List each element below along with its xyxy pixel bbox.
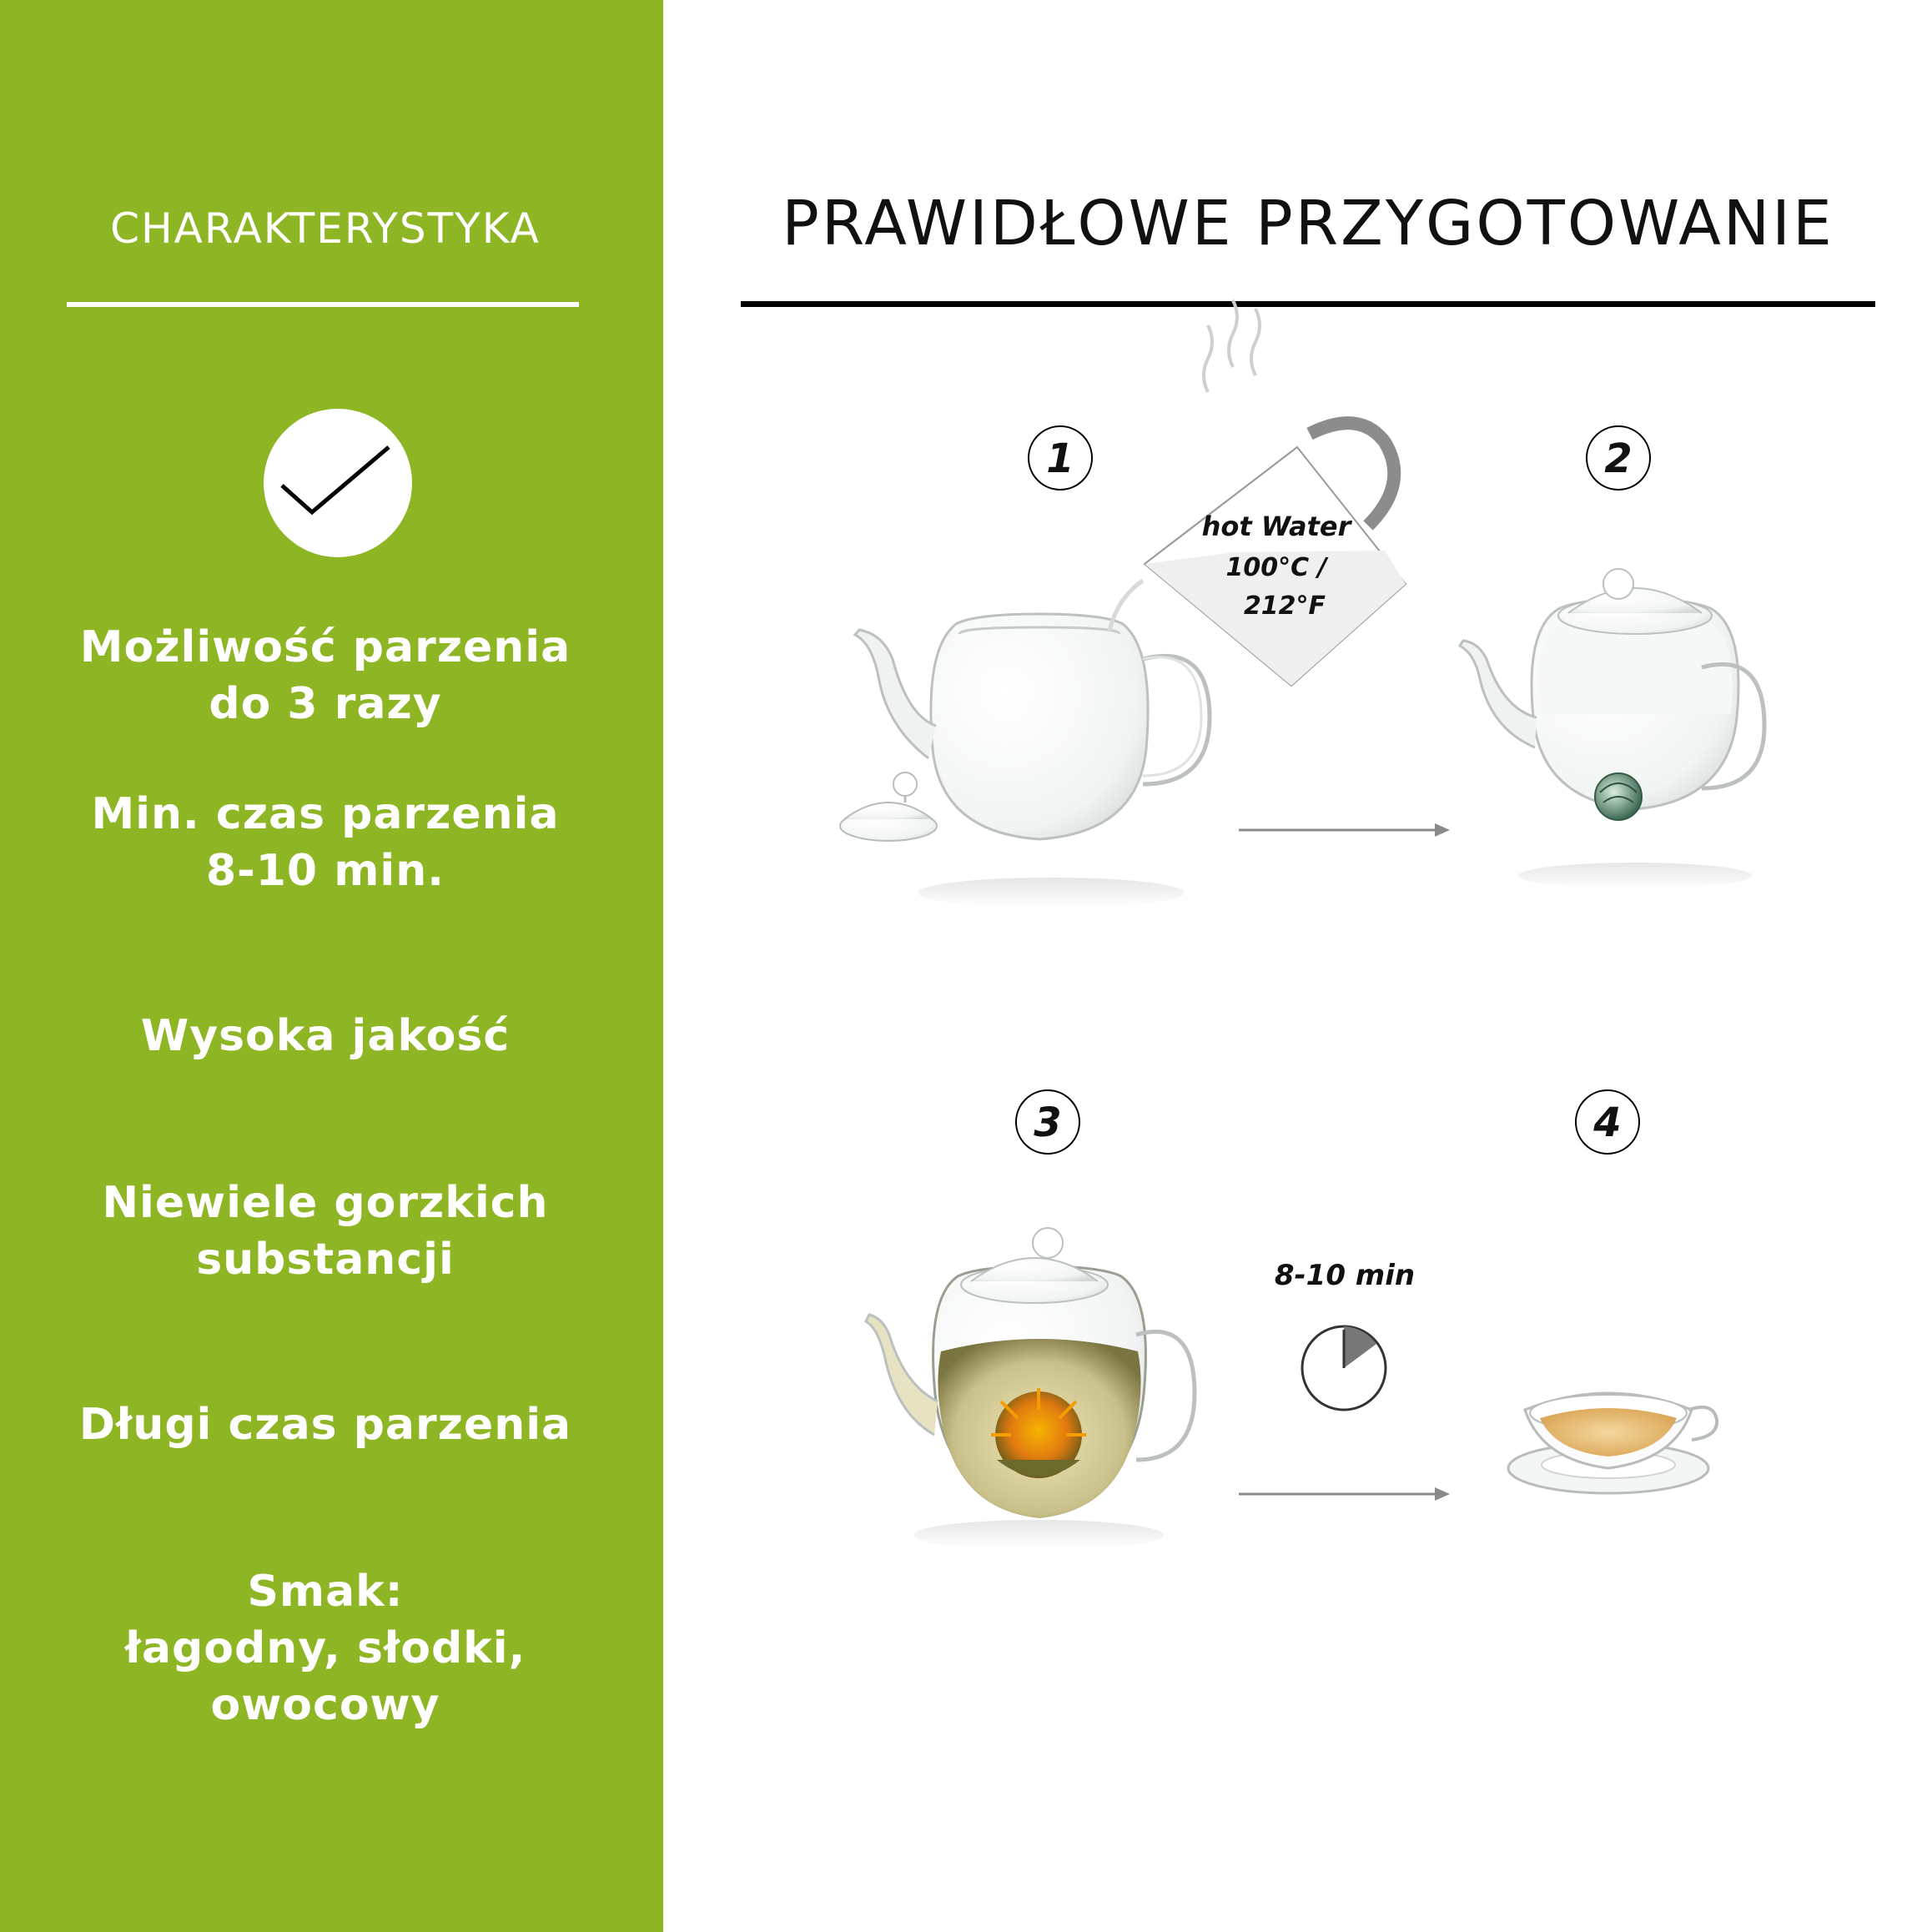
feature-line: łagodny, słodki,	[124, 1623, 526, 1673]
feature-line: Wysoka jakość	[140, 1011, 511, 1061]
hot-water-fahrenheit: 212°F	[1243, 591, 1326, 621]
teapot-with-blooming-flower	[866, 1228, 1195, 1550]
timer-icon	[1302, 1326, 1386, 1410]
feature-line: Niewiele gorzkich	[102, 1178, 549, 1228]
hot-water-celsius: 100°C /	[1225, 553, 1327, 582]
feature-line: 8-10 min.	[205, 846, 445, 896]
hot-water-label: hot Water	[1201, 511, 1351, 542]
empty-teapot	[855, 614, 1210, 908]
step-4	[1508, 1090, 1717, 1493]
teapot-lid	[840, 772, 937, 841]
arrow-icon	[1239, 1487, 1450, 1501]
feature-line: Możliwość parzenia	[79, 622, 571, 672]
tea-cup-icon	[1508, 1393, 1717, 1493]
arrow-icon	[1239, 823, 1450, 837]
preparation-title: PRAWIDŁOWE PRZYGOTOWANIE	[782, 188, 1834, 259]
step-1	[840, 300, 1450, 908]
steam-icon	[1204, 300, 1260, 392]
step-3	[866, 1090, 1450, 1550]
feature-line: do 3 razy	[209, 679, 442, 729]
step-2	[1460, 426, 1764, 889]
hot-water-jug	[1145, 423, 1406, 686]
timer-label: 8-10 min	[1274, 1259, 1416, 1292]
feature-line: substancji	[196, 1235, 455, 1285]
step-number: 3	[1034, 1099, 1062, 1146]
step-number: 4	[1593, 1099, 1622, 1146]
feature-line: owocowy	[210, 1680, 440, 1730]
teapot-with-tea-ball	[1460, 569, 1764, 889]
feature-line: Smak:	[247, 1567, 404, 1617]
step-number: 2	[1604, 435, 1633, 482]
characteristics-title: CHARAKTERYSTYKA	[110, 204, 541, 253]
feature-line: Min. czas parzenia	[91, 789, 560, 839]
feature-line: Długi czas parzenia	[78, 1400, 572, 1450]
step-number: 1	[1046, 435, 1074, 482]
